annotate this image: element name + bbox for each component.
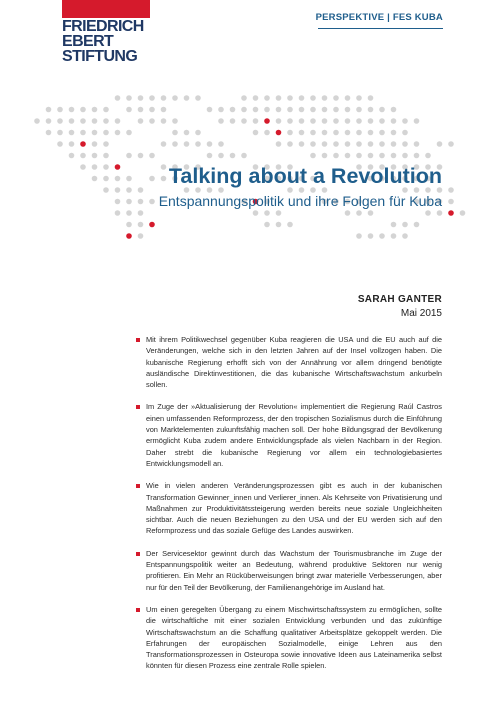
map-dot — [414, 118, 420, 124]
map-dot — [287, 130, 293, 136]
bullet-text: Der Servicesektor gewinnt durch das Wachstum der Tourismusbranche im Zuge der Entspannungspolitik weiter an Bedeutung, während produktive Sektoren nur wenig profitieren. Ein Mehr an Rücküberweisungen bringt zwar materielle Verbesserungen, aber nur für den Teil der Bevölkerung, der Familienangehörige im Ausland hat. — [146, 548, 442, 592]
map-dot — [57, 107, 63, 113]
map-dot — [345, 153, 351, 159]
page-subtitle: Entspannungspolitik und ihre Folgen für Kuba — [158, 193, 442, 209]
map-dot — [402, 233, 408, 239]
map-dot — [379, 153, 385, 159]
map-dot — [69, 130, 75, 136]
map-dot — [310, 95, 316, 101]
map-dot — [92, 164, 98, 170]
bullet-square-icon — [136, 484, 140, 488]
map-dot — [207, 107, 213, 113]
map-dot — [126, 130, 132, 136]
map-dot — [402, 141, 408, 147]
map-dot — [92, 141, 98, 147]
map-dot — [80, 164, 86, 170]
map-dot — [299, 130, 305, 136]
map-dot — [172, 118, 178, 124]
map-dot — [379, 130, 385, 136]
logo-red-bar — [62, 0, 150, 18]
map-dot — [368, 210, 374, 216]
map-dot — [391, 222, 397, 228]
map-dot — [92, 153, 98, 159]
map-dot — [126, 176, 132, 182]
map-dot — [195, 130, 201, 136]
map-dot — [218, 153, 224, 159]
map-dot — [241, 107, 247, 113]
map-dot — [80, 118, 86, 124]
map-dot — [253, 118, 259, 124]
map-dot — [80, 153, 86, 159]
map-dot — [322, 130, 328, 136]
map-dot — [103, 153, 109, 159]
map-dot — [391, 153, 397, 159]
map-dot — [138, 199, 144, 205]
map-dot — [241, 118, 247, 124]
map-dot — [230, 107, 236, 113]
map-dot — [414, 141, 420, 147]
map-dot — [448, 187, 454, 193]
map-dot — [138, 210, 144, 216]
map-dot — [310, 153, 316, 159]
map-dot — [80, 130, 86, 136]
map-dot — [57, 141, 63, 147]
map-dot — [437, 210, 443, 216]
map-dot — [253, 107, 259, 113]
map-dot — [69, 141, 75, 147]
map-dot — [195, 95, 201, 101]
map-dot — [34, 118, 40, 124]
map-dot — [356, 233, 362, 239]
map-dot — [333, 153, 339, 159]
logo-line-2: EBERT — [62, 33, 114, 50]
map-dot-highlight — [80, 141, 86, 147]
map-dot — [368, 153, 374, 159]
map-dot — [356, 95, 362, 101]
map-dot — [161, 141, 167, 147]
map-dot — [161, 118, 167, 124]
map-dot — [115, 118, 121, 124]
map-dot — [276, 141, 282, 147]
map-dot — [368, 118, 374, 124]
map-dot — [92, 130, 98, 136]
map-dot — [276, 95, 282, 101]
map-dot — [391, 118, 397, 124]
map-dot — [92, 176, 98, 182]
bullet-text: Im Zuge der »Aktualisierung der Revolution« implementiert die Regierung Raúl Castros einen umfassenden Reformprozess, der den tropischen Sozialismus durch die Einführung von Marktelementen zukunftsfähig machen soll. Der hohe Bildungsgrad der Bevölkerung ermöglicht Kuba zudem andere Entwicklungspfade als vielen Nachbarn in der Region. Daher strebt die kubanische Regierung vor allem ein technologiebasiertes Entwicklungsmodell an. — [146, 402, 442, 468]
logo-line-3: STIFTUNG — [62, 48, 138, 65]
map-dot — [115, 210, 121, 216]
map-dot — [184, 95, 190, 101]
map-dot — [368, 141, 374, 147]
map-dot — [172, 95, 178, 101]
map-dot — [287, 107, 293, 113]
map-dot — [138, 233, 144, 239]
map-dot — [425, 210, 431, 216]
map-dot — [368, 107, 374, 113]
map-dot — [69, 118, 75, 124]
map-dot — [126, 210, 132, 216]
map-dot — [414, 222, 420, 228]
map-dot — [356, 118, 362, 124]
map-dot — [46, 130, 52, 136]
map-dot — [115, 95, 121, 101]
bullet-square-icon — [136, 608, 140, 612]
map-dot — [218, 141, 224, 147]
map-dot — [149, 118, 155, 124]
bullet-text: Um einen geregelten Übergang zu einem Mischwirtschaftssystem zu ermöglichen, sollte die wirtschaftliche mit einer sozialen Entwicklung verbunden und das zukünftige Wirtschaftswachstum an die Schaffung qualitativer Arbeitsplätze gekoppelt werden. Die Erfahrungen der europäischen Sozialmodelle, einige Lehren aus den Transformationsprozessen in Osteuropa sowie innovative Ideen aus Lateinamerika selbst könnten für diesen Prozess eine zentrale Rolle spielen. — [146, 604, 442, 671]
map-dot — [103, 130, 109, 136]
map-dot — [287, 95, 293, 101]
map-dot — [161, 164, 167, 170]
summary-bullet — [136, 334, 442, 390]
map-dot-highlight — [149, 222, 155, 228]
map-dot — [322, 107, 328, 113]
map-dot — [264, 107, 270, 113]
summary-bullet — [136, 480, 442, 536]
map-dot — [138, 187, 144, 193]
map-dot — [287, 222, 293, 228]
series-rule — [318, 28, 443, 29]
map-dot — [322, 153, 328, 159]
map-dot-highlight — [276, 130, 282, 136]
map-dot — [264, 222, 270, 228]
map-dot — [402, 118, 408, 124]
map-dot — [230, 118, 236, 124]
map-dot — [414, 153, 420, 159]
map-dot — [356, 107, 362, 113]
map-dot — [276, 222, 282, 228]
map-dot — [138, 153, 144, 159]
map-dot-highlight — [264, 118, 270, 124]
map-dot — [126, 153, 132, 159]
page-title: Talking about a Revolution — [168, 164, 442, 188]
map-dot — [333, 130, 339, 136]
map-dot — [333, 107, 339, 113]
map-dot — [46, 107, 52, 113]
map-dot — [195, 141, 201, 147]
map-dot — [299, 107, 305, 113]
map-dot — [207, 141, 213, 147]
map-dot — [310, 118, 316, 124]
map-dot — [57, 118, 63, 124]
map-dot — [126, 199, 132, 205]
author-name: SARAH GANTER — [357, 294, 442, 305]
map-dot — [149, 95, 155, 101]
bullet-text: Wie in vielen anderen Veränderungsprozessen gibt es auch in der kubanischen Transformation Gewinner_innen und Verlierer_innen. Als Kehrseite von Privatisierung und Maßnahmen zur Produktivitätssteigerung werden bereits neue soziale Ungleichheiten sichtbar. Auch die neuen Beziehungen zu den USA und der EU werden sich auf den Reformprozess und das soziale Gefüge des Landes auswirken. — [146, 481, 442, 536]
map-dot — [103, 118, 109, 124]
map-dot — [230, 153, 236, 159]
map-dot-highlight — [126, 233, 132, 239]
map-dot — [345, 210, 351, 216]
map-dot — [425, 153, 431, 159]
map-dot — [103, 187, 109, 193]
map-dot — [149, 176, 155, 182]
map-dot — [103, 164, 109, 170]
map-dot — [391, 141, 397, 147]
logo — [62, 19, 162, 64]
map-dot — [115, 176, 121, 182]
map-dot — [218, 107, 224, 113]
map-dot — [264, 210, 270, 216]
map-dot — [126, 222, 132, 228]
map-dot — [276, 118, 282, 124]
bullet-square-icon — [136, 338, 140, 342]
map-dot — [402, 222, 408, 228]
map-dot — [103, 176, 109, 182]
map-dot — [253, 130, 259, 136]
map-dot — [460, 210, 466, 216]
map-dot — [276, 210, 282, 216]
map-dot — [391, 130, 397, 136]
map-dot — [253, 95, 259, 101]
map-dot — [379, 118, 385, 124]
map-dot — [138, 222, 144, 228]
map-dot — [356, 130, 362, 136]
map-dot — [184, 130, 190, 136]
map-dot — [92, 118, 98, 124]
map-dot — [126, 107, 132, 113]
map-dot — [287, 141, 293, 147]
map-dot — [379, 233, 385, 239]
map-dot — [299, 141, 305, 147]
map-dot — [241, 95, 247, 101]
map-dot — [161, 95, 167, 101]
summary-bullet — [136, 604, 442, 672]
map-dot — [333, 141, 339, 147]
map-dot — [126, 187, 132, 193]
map-dot — [57, 130, 63, 136]
map-dot — [115, 187, 121, 193]
map-dot — [333, 118, 339, 124]
map-dot — [264, 130, 270, 136]
map-dot — [448, 199, 454, 205]
map-dot — [379, 107, 385, 113]
map-dot — [345, 130, 351, 136]
map-dot — [161, 107, 167, 113]
map-dot — [448, 141, 454, 147]
summary-bullets — [136, 334, 442, 683]
map-dot — [46, 118, 52, 124]
map-dot — [310, 130, 316, 136]
map-dot — [253, 210, 259, 216]
map-dot — [276, 107, 282, 113]
map-dot — [115, 199, 121, 205]
map-dot — [138, 95, 144, 101]
map-dot — [345, 141, 351, 147]
map-dot — [310, 107, 316, 113]
map-dot — [333, 95, 339, 101]
map-dot — [391, 233, 397, 239]
map-dot — [92, 107, 98, 113]
map-dot — [184, 141, 190, 147]
map-dot — [138, 107, 144, 113]
map-dot — [207, 153, 213, 159]
map-dot — [69, 153, 75, 159]
map-dot — [368, 130, 374, 136]
map-dot — [172, 141, 178, 147]
map-dot — [241, 153, 247, 159]
map-dot — [322, 141, 328, 147]
map-dot — [149, 199, 155, 205]
map-dot — [310, 141, 316, 147]
map-dot — [356, 141, 362, 147]
map-dot — [379, 141, 385, 147]
map-dot — [69, 107, 75, 113]
map-dot — [115, 130, 121, 136]
map-dot — [322, 95, 328, 101]
map-dot — [437, 141, 443, 147]
series-label: PERSPEKTIVE | FES KUBA — [315, 12, 443, 23]
map-dot — [287, 118, 293, 124]
map-dot — [161, 176, 167, 182]
map-dot — [264, 95, 270, 101]
map-dot — [126, 95, 132, 101]
map-dot — [345, 95, 351, 101]
map-dot — [391, 107, 397, 113]
map-dot — [103, 107, 109, 113]
map-dot-highlight — [448, 210, 454, 216]
map-dot — [218, 118, 224, 124]
bullet-square-icon — [136, 552, 140, 556]
map-dot — [299, 95, 305, 101]
publication-date: Mai 2015 — [400, 308, 442, 319]
map-dot — [103, 141, 109, 147]
map-dot — [299, 118, 305, 124]
map-dot — [322, 118, 328, 124]
map-dot — [345, 118, 351, 124]
map-dot — [138, 118, 144, 124]
map-dot — [356, 210, 362, 216]
logo-line-1: FRIEDRICH — [62, 18, 144, 35]
bullet-text: Mit ihrem Politikwechsel gegenüber Kuba reagieren die USA und die EU auch auf die Veränderungen, welche sich in den letzten Jahren auf der Insel vollzogen haben. Die kubanische Regierung erhofft sich von der Annährung vor allem dringend benötigte ausländische Direktinvestitionen, die das kubanische Wirtschaftswachstum ankurbeln sollen. — [146, 335, 442, 390]
map-dot — [402, 130, 408, 136]
summary-bullet — [136, 401, 442, 469]
map-dot — [356, 153, 362, 159]
map-dot — [345, 107, 351, 113]
map-dot — [172, 130, 178, 136]
bullet-square-icon — [136, 405, 140, 409]
map-dot-highlight — [115, 164, 121, 170]
map-dot — [149, 153, 155, 159]
map-dot — [402, 153, 408, 159]
map-dot — [368, 233, 374, 239]
summary-bullet — [136, 548, 442, 593]
map-dot — [368, 95, 374, 101]
map-dot — [149, 107, 155, 113]
map-dot — [80, 107, 86, 113]
